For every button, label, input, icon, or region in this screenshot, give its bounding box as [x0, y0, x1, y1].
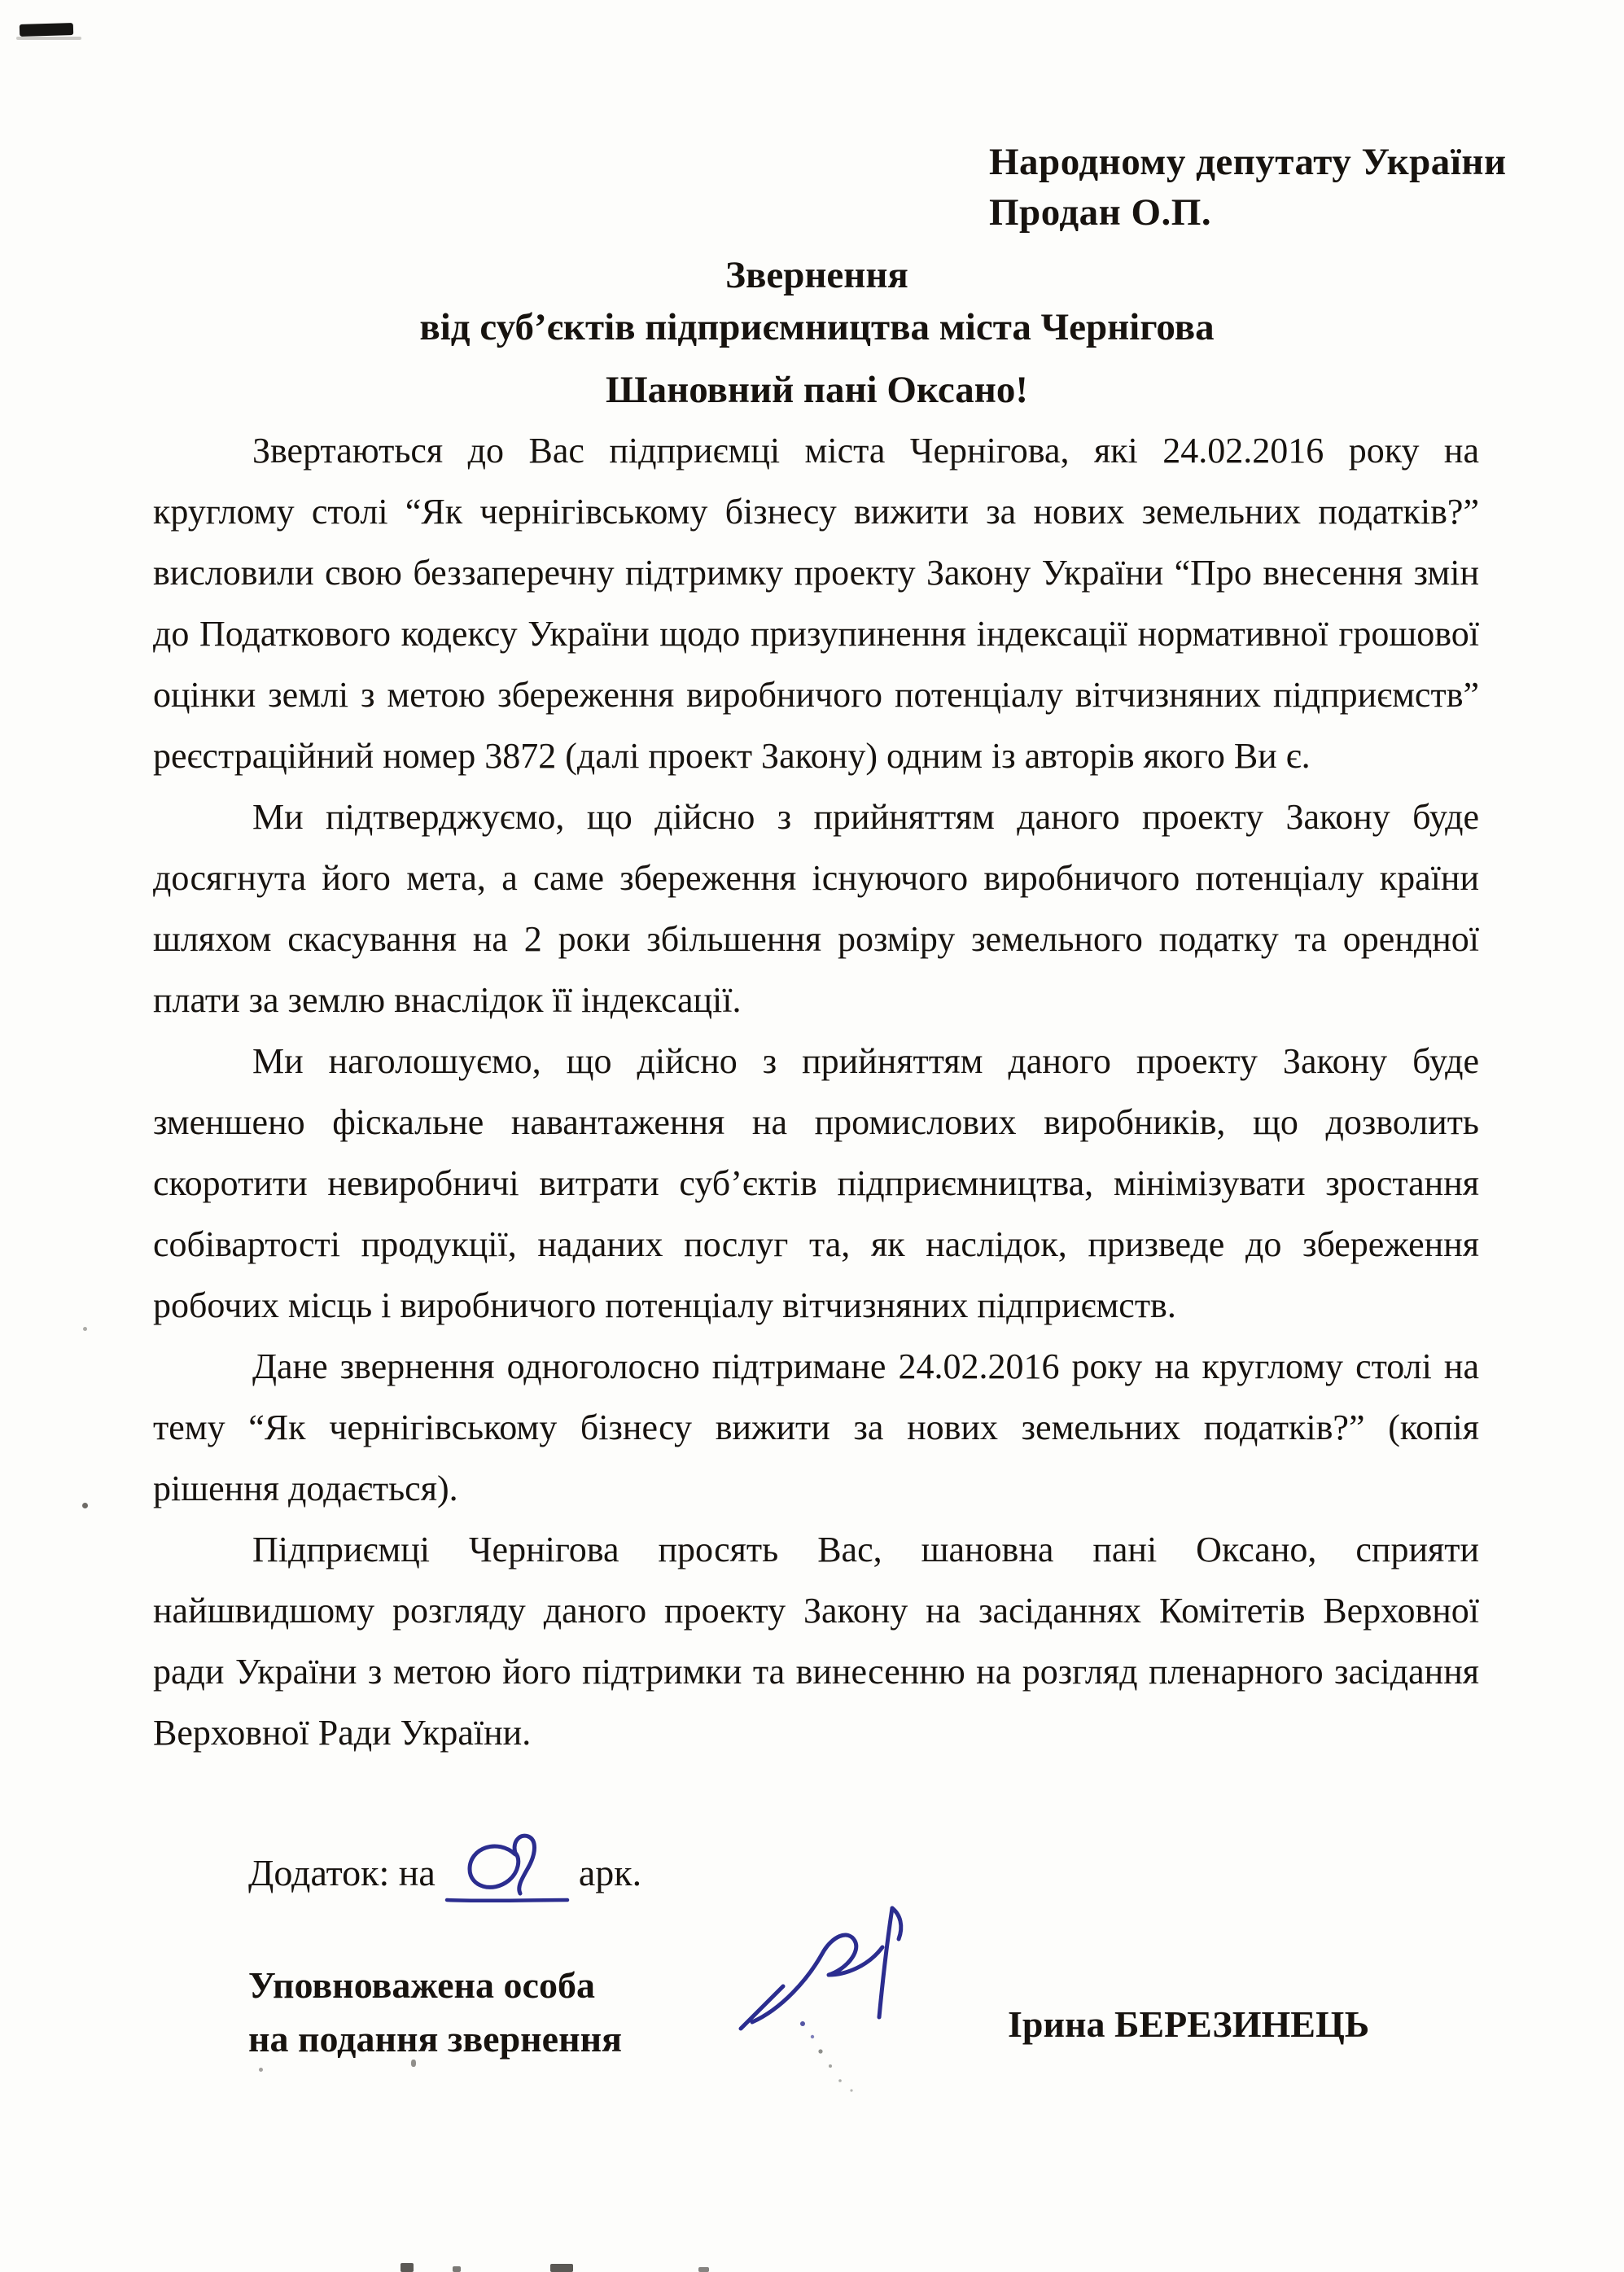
scan-corner-artifact-shadow: [16, 37, 81, 40]
recipient-line-2: Продан О.П.: [989, 191, 1212, 234]
signatory-role: [248, 1959, 622, 2066]
paragraph-1: Звертаються до Вас підприємці міста Чернігова, які 24.02.2016 року на круглому столі “Як чернігівському бізнесу вижити за нових земельних податків?” висловили свою беззаперечну підтримку проекту Закону України “Про внесення змін до Податкового кодексу України щодо призупинення індексації нормативної грошової оцінки землі з метою збереження виробничого потенціалу вітчизняних підприємств” реєстраційний номер 3872 (далі проект Закону) одним із авторів якого Ви є.: [153, 431, 1479, 776]
title-line-2: від суб’єктів підприємництва міста Чернігова: [419, 306, 1215, 348]
scan-corner-artifact: [20, 23, 73, 37]
signatory-role-line-2: на подання звернення: [248, 2018, 622, 2060]
recipient-block: [989, 137, 1507, 238]
paragraph-5: Підприємці Чернігова просять Вас, шановна пані Оксано, сприяти найшвидшому розгляду даного проекту Закону на засіданнях Комітетів Верховної ради України з метою його підтримки та винесенню на розгляд пленарного засідання Верховної Ради України.: [153, 1530, 1479, 1753]
handwritten-signature: [733, 1902, 985, 2097]
scan-speck: [82, 1503, 88, 1508]
scan-bottom-artifact: [698, 2267, 709, 2272]
salutation: Шановний пані Оксано!: [606, 369, 1028, 411]
signatory-name: Ірина БЕРЕЗИНЕЦЬ: [1008, 2003, 1370, 2045]
handwritten-sheet-count: [437, 1832, 574, 1906]
letter-body: [153, 420, 1479, 1763]
paragraph-4: Дане звернення одноголосно підтримане 24.02.2016 року на круглому столі на тему “Як чернігівському бізнесу вижити за нових земельних податків?” (копія рішення додається).: [153, 1346, 1479, 1508]
scan-bottom-artifact: [401, 2263, 414, 2272]
title-line-1: Звернення: [725, 254, 908, 296]
signatory-role-line-1: Уповноважена особа: [248, 1964, 595, 2006]
scan-bottom-artifact: [453, 2266, 461, 2272]
scan-speck: [411, 2060, 416, 2067]
recipient-line-1: Народному депутату України: [989, 141, 1507, 183]
attachment-line: [248, 1832, 641, 1906]
document-title: [155, 249, 1479, 353]
attachment-suffix: арк.: [578, 1852, 642, 1893]
scan-bottom-artifact: [550, 2264, 573, 2272]
paragraph-3: Ми наголошуємо, що дійсно з прийняттям даного проекту Закону буде зменшено фіскальне навантаження на промислових виробників, що дозволить скоротити невиробничі витрати суб’єктів підприємництва, мінімізувати зростання собівартості продукції, наданих послуг та, як наслідок, призведе до збереження робочих місць і виробничого потенціалу вітчизняних підприємств.: [153, 1041, 1479, 1325]
paragraph-2: Ми підтверджуємо, що дійсно з прийняттям даного проекту Закону буде досягнута його мета, а саме збереження існуючого виробничого потенціалу країни шляхом скасування на 2 роки збільшення розміру земельного податку та орендної плати за землю внаслідок її індексації.: [153, 797, 1479, 1020]
handwritten-two-glyph: [437, 1832, 574, 1906]
scan-speck: [83, 1327, 87, 1331]
scan-speck: [259, 2068, 263, 2072]
attachment-prefix: Додаток: на: [248, 1852, 436, 1893]
